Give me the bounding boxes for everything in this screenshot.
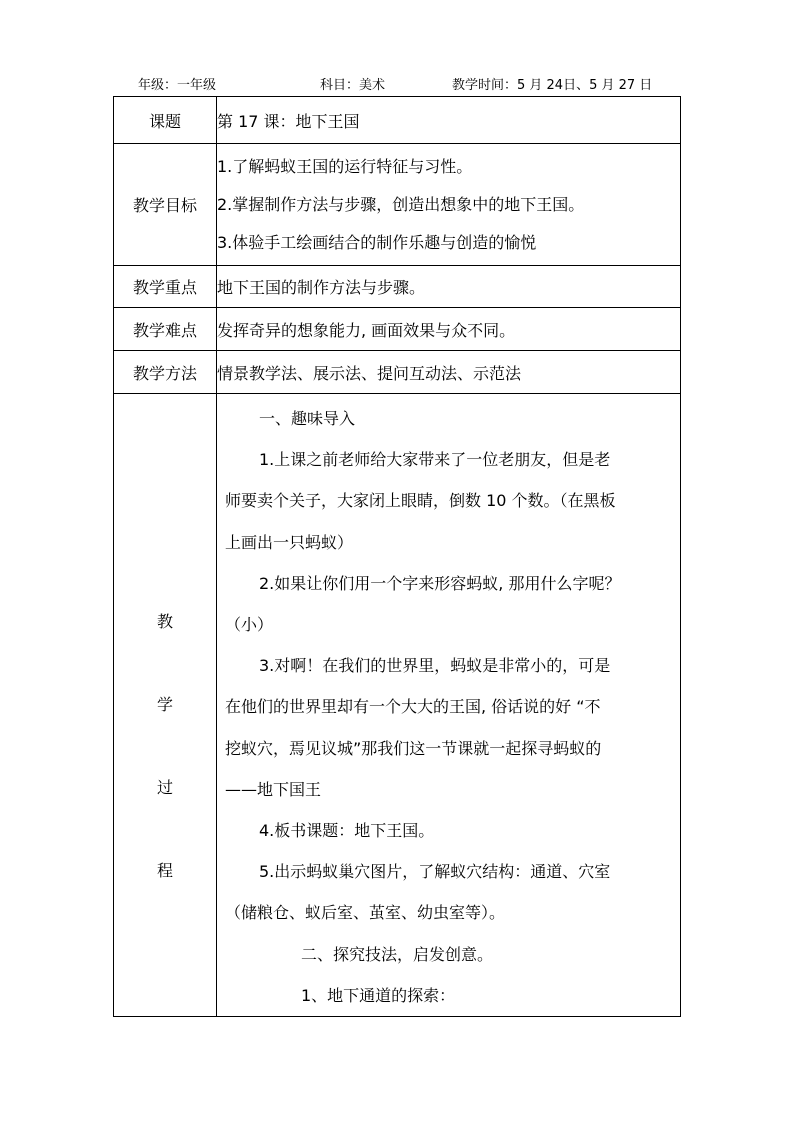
- page-header: [0, 74, 794, 94]
- methods-label: 教学方法: [114, 351, 217, 394]
- process-content: [217, 394, 681, 1017]
- teaching-time-label: 教学时间：5 月 24日、5 月 27 日: [452, 78, 653, 93]
- difficulties-label: 教学难点: [114, 308, 217, 351]
- process-label-char: 学: [156, 695, 173, 714]
- row-methods: [114, 351, 681, 394]
- topic-value: 第 17 课：地下王国: [217, 97, 681, 144]
- process-label: [114, 394, 217, 1017]
- process-line: 1.上课之前老师给大家带来了一位老朋友，但是老: [259, 450, 611, 470]
- process-line: 2.如果让你们用一个字来形容蚂蚁, 那用什么字呢？: [259, 573, 621, 593]
- objectives-label: 教学目标: [114, 144, 217, 266]
- process-line: 5.出示蚂蚁巢穴图片，了解蚁穴结构：通道、穴室: [259, 862, 611, 882]
- row-topic: [114, 97, 681, 144]
- process-line: 师要卖个关子，大家闭上眼睛，倒数 10 个数。（在黑板: [225, 491, 616, 511]
- process-line: 在他们的世界里却有一个大大的王国, 俗话说的好 “不: [225, 697, 601, 717]
- process-line: 1、地下通道的探索：: [301, 985, 456, 1005]
- grade-label: 年级：一年级: [138, 78, 217, 93]
- lesson-plan-table: [113, 96, 681, 1017]
- process-line: （小）: [225, 615, 274, 635]
- difficulties-value: 发挥奇异的想象能力, 画面效果与众不同。: [217, 308, 681, 351]
- process-line: 挖蚁穴，焉见议城”那我们这一节课就一起探寻蚂蚁的: [225, 738, 602, 758]
- process-line: 3.对啊！在我们的世界里，蚂蚁是非常小的，可是: [259, 656, 611, 676]
- process-line: 二、探究技法，启发创意。: [301, 944, 494, 964]
- process-label-char: 过: [156, 778, 173, 797]
- process-label-char: 程: [156, 861, 173, 880]
- objectives-list: [217, 144, 681, 266]
- row-difficulties: [114, 308, 681, 351]
- objective-item: 1.了解蚂蚁王国的运行特征与习性。: [217, 156, 473, 176]
- process-label-char: 教: [156, 612, 173, 631]
- row-key-points: [114, 266, 681, 308]
- process-line: ——地下国王: [225, 779, 322, 799]
- key-points-value: 地下王国的制作方法与步骤。: [217, 266, 681, 308]
- row-process: [114, 394, 681, 1017]
- process-line: 4.板书课题：地下王国。: [259, 821, 435, 841]
- subject-label: 科目：美术: [320, 78, 386, 93]
- objective-item: 3.体验手工绘画结合的制作乐趣与创造的愉悦: [217, 232, 537, 252]
- process-line: 一、趣味导入: [259, 409, 356, 428]
- topic-label: 课题: [114, 97, 217, 144]
- row-objectives: [114, 144, 681, 266]
- methods-value: 情景教学法、展示法、提问互动法、示范法: [217, 351, 681, 394]
- objective-item: 2.掌握制作方法与步骤，创造出想象中的地下王国。: [217, 194, 585, 214]
- process-line: 上画出一只蚂蚁）: [225, 532, 354, 552]
- process-line: （储粮仓、蚁后室、茧室、幼虫室等）。: [225, 903, 506, 923]
- key-points-label: 教学重点: [114, 266, 217, 308]
